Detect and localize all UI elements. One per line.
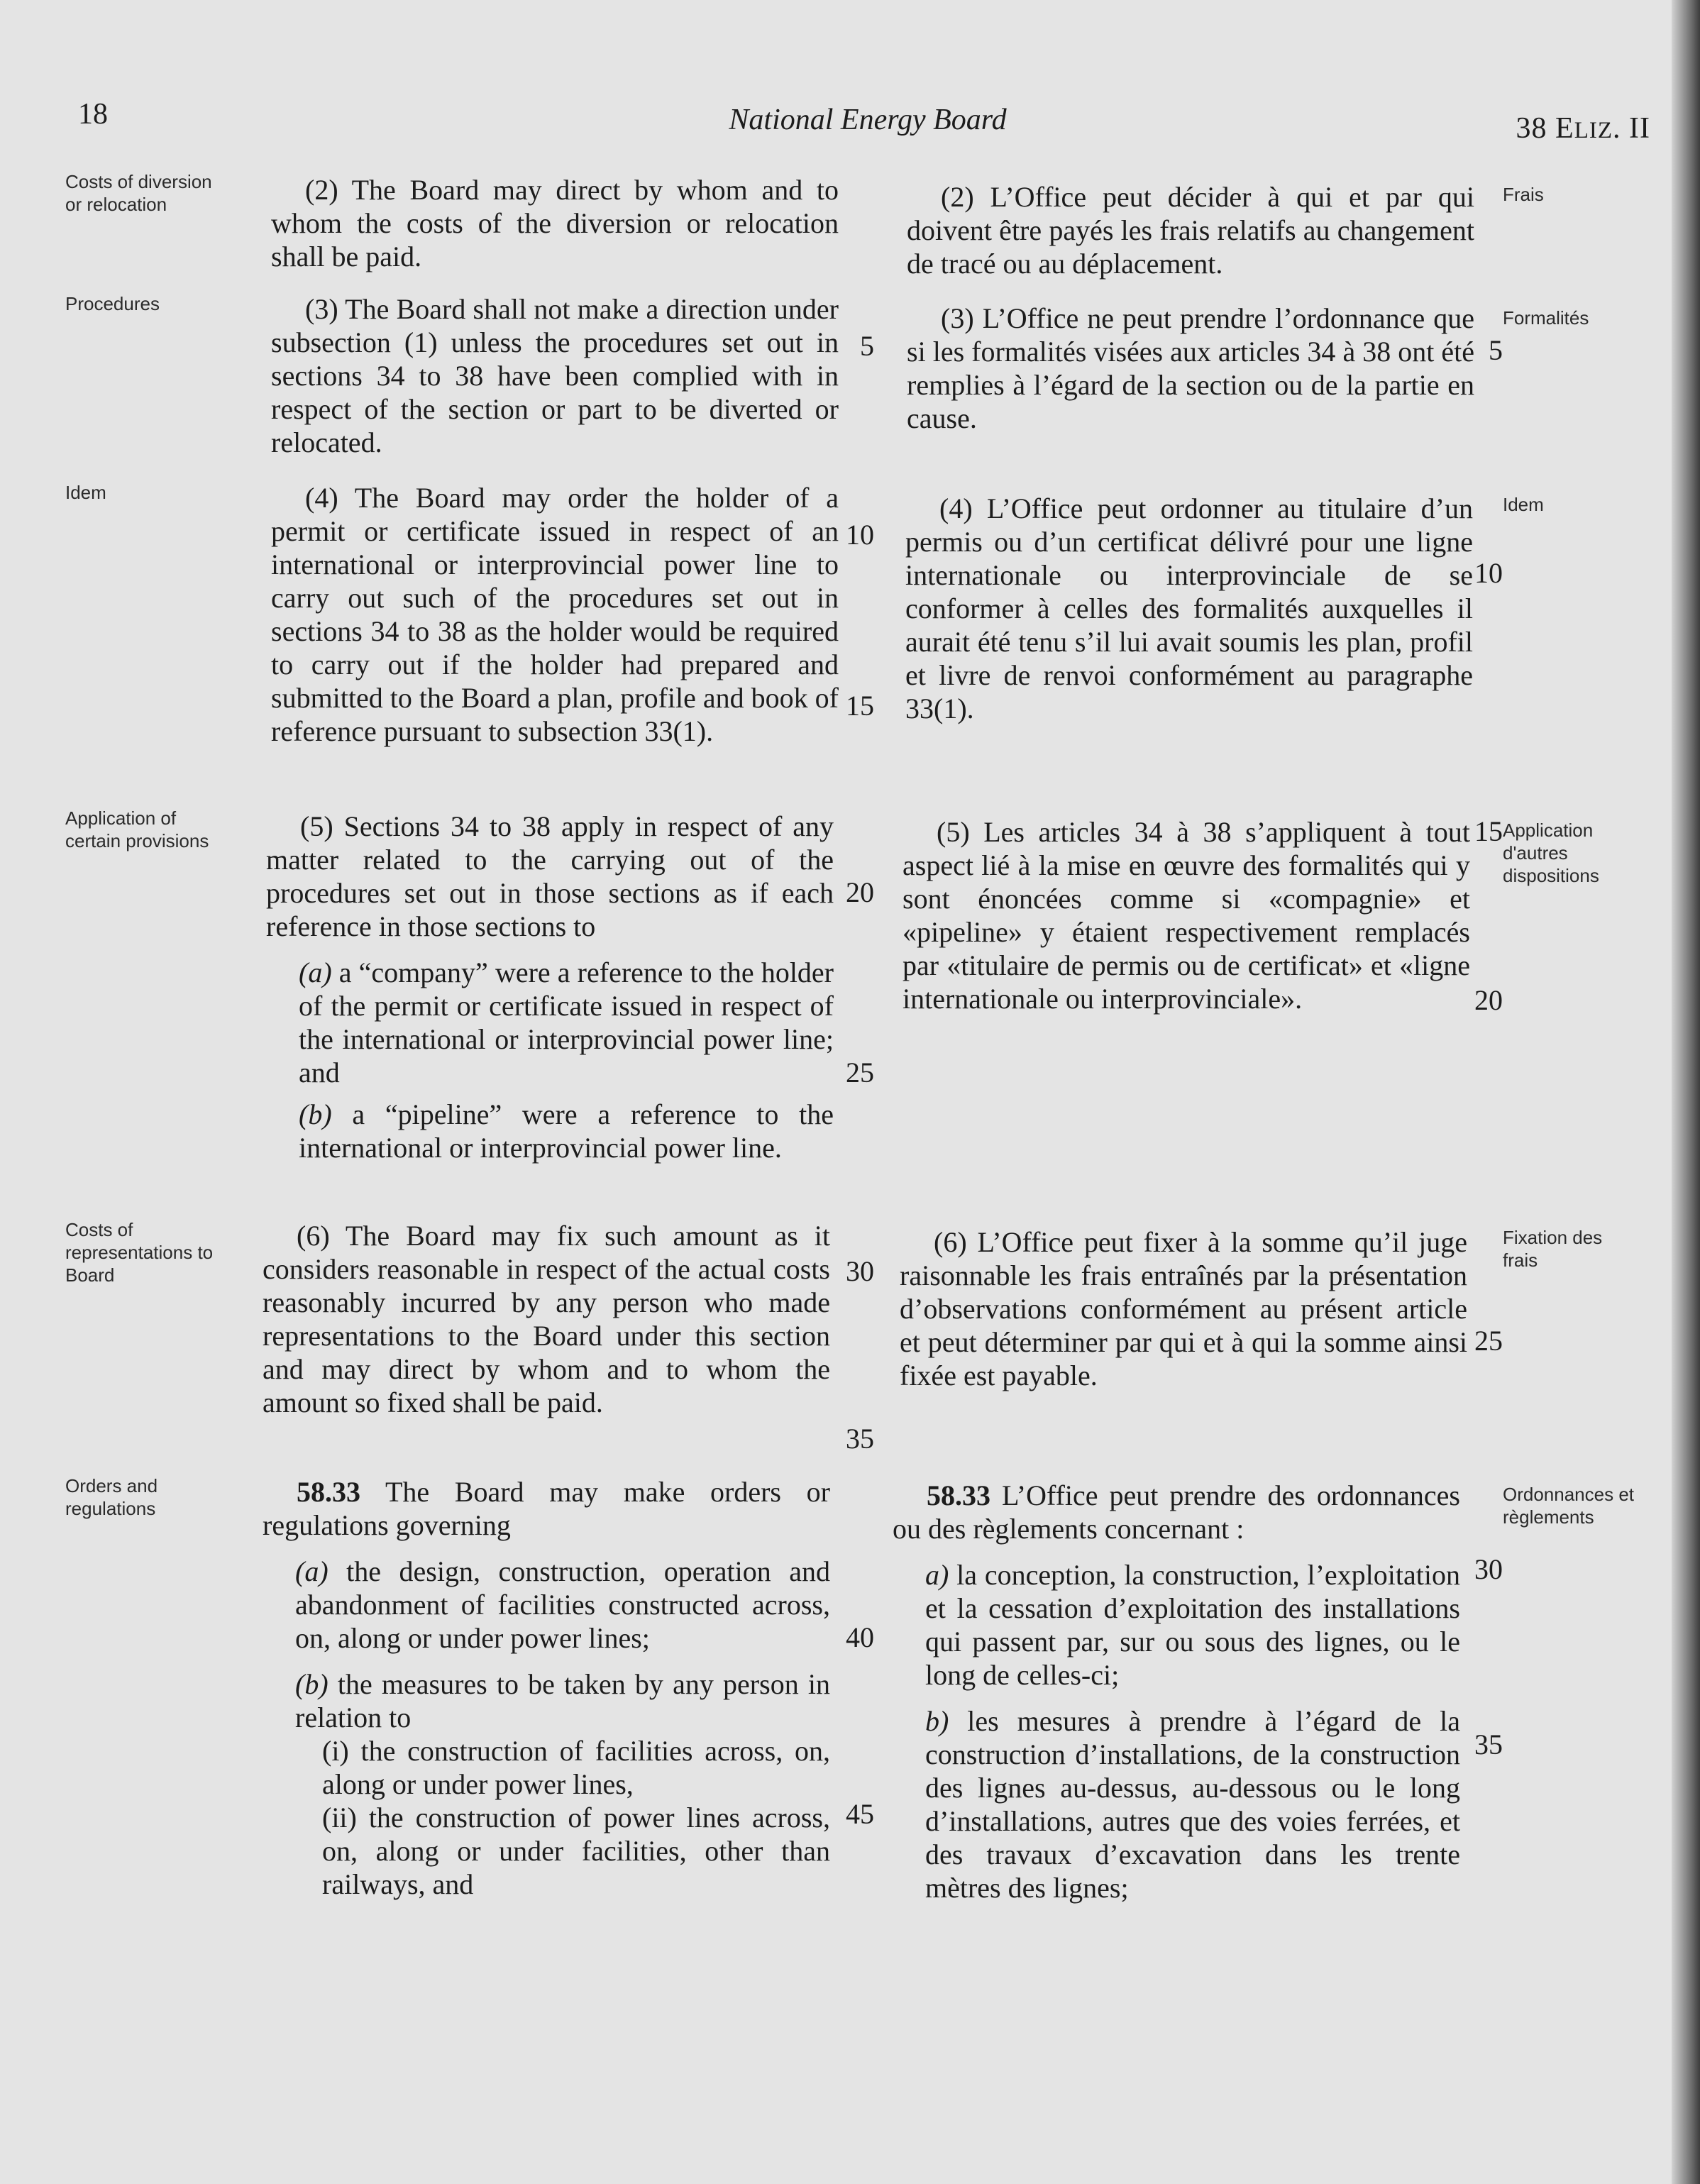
- fr-subsection-2: (2) L’Office peut décider à qui et par qui doivent être payés les frais relatifs au changement de tracé ou au déplacement.: [907, 181, 1474, 280]
- en-subparagraph-58-33-b-i: (i) the construction of facilities across, on, along or under power lines,: [322, 1735, 830, 1800]
- en-subsection-4: (4) The Board may order the holder of a permit or certificate issued in respect of an international or interprovincial power line to carry out such of the procedures set out in sections 34 to 38 as the holder would be required to carry out if the holder had prepared and submitted to the Board a plan, profile and book of reference pursuant to subsection 33(1).: [271, 482, 839, 747]
- en-block-6: [263, 1219, 830, 1419]
- margin-note-fr-formalites: Formalités: [1503, 307, 1589, 329]
- en-paragraph-58-33-b-label: (b): [295, 1668, 329, 1700]
- fr-section-number: 58.33: [927, 1479, 990, 1511]
- margin-note-fr-frais: Frais: [1503, 184, 1544, 205]
- en-line-number: 10: [846, 519, 874, 551]
- fr-subsection-6: (6) L’Office peut fixer à la somme qu’il juge raisonnable les frais entraînés par la présentation d’observations conformément au présent article et peut déterminer par qui et à qui la somme ainsi fixée est payable.: [900, 1226, 1467, 1391]
- fr-line-number: 25: [1474, 1325, 1503, 1357]
- en-line-number: 20: [846, 876, 874, 908]
- en-subsection-6: (6) The Board may fix such amount as it considers reasonable in respect of the actual costs reasonably incurred by any person who made representations to the Board under this section and may direct by whom and to whom the amount so fixed shall be paid.: [263, 1220, 830, 1418]
- en-paragraph-5b-label: (b): [299, 1098, 332, 1130]
- en-block-58-33: [263, 1475, 830, 1901]
- running-title: National Energy Board: [729, 104, 1007, 136]
- en-line-number: 15: [846, 690, 874, 722]
- margin-note-en-costs-diversion: Costs of diversion or relocation: [65, 171, 212, 215]
- en-section-58-33: [263, 1475, 830, 1542]
- en-line-number: 30: [846, 1255, 874, 1287]
- en-paragraph-5b: [266, 1098, 834, 1164]
- fr-line-number: 15: [1474, 815, 1503, 847]
- fr-line-number: 30: [1474, 1553, 1503, 1585]
- en-block-5: [266, 810, 834, 1164]
- fr-block-3: [907, 302, 1474, 435]
- en-paragraph-5a: [266, 956, 834, 1089]
- regnal-year-main: 38 E: [1516, 112, 1574, 145]
- fr-block-5: [903, 815, 1470, 1015]
- fr-subsection-3: (3) L’Office ne peut prendre l’ordonnance que si les formalités visées aux articles 34 à 38 ont été remplies à l’égard de la section ou de la partie en cause.: [907, 302, 1474, 434]
- en-paragraph-58-33-a-text: the design, construction, operation and abandonment of facilities constructed across, on, along or under power lines;: [295, 1555, 830, 1654]
- en-line-number: 35: [846, 1423, 874, 1455]
- french-column: [907, 180, 1474, 280]
- en-subparagraph-58-33-b-ii: (ii) the construction of power lines across, on, along or under facilities, other than railways, and: [322, 1802, 830, 1900]
- en-paragraph-5a-label: (a): [299, 956, 332, 988]
- regnal-year-smallcaps: LIZ: [1574, 118, 1613, 143]
- fr-line-number: 20: [1474, 984, 1503, 1016]
- en-subsection-5: (5) Sections 34 to 38 apply in respect of any matter related to the carrying out of the procedures set out in those sections as if each reference in those sections to: [266, 810, 834, 942]
- fr-line-number: 10: [1474, 557, 1503, 589]
- en-line-number: 5: [860, 330, 874, 362]
- fr-subsection-5: (5) Les articles 34 à 38 s’appliquent à tout aspect lié à la mise en œuvre des formalités qui y sont énoncées comme si «compagnie» et «pipeline» y étaient respectivement remplacés par «titulaire de permis ou de certificat» et «ligne internationale ou interprovinciale».: [903, 816, 1470, 1015]
- fr-block-4: [905, 492, 1473, 725]
- margin-note-fr-fixation: Fixation des frais: [1503, 1227, 1603, 1271]
- english-column: [271, 173, 839, 273]
- fr-subsection-4: (4) L’Office peut ordonner au titulaire d’un permis ou d’un certificat délivré pour une ligne internationale ou interprovinciale de se conformer à celles des formalités auxquelles il aurait été tenu s’il lui avait soumis les plan, profil et livre de renvoi conformément au paragraphe 33(1).: [905, 492, 1473, 724]
- en-subsection-2: (2) The Board may direct by whom and to whom the costs of the diversion or relocation shall be paid.: [271, 174, 839, 272]
- en-paragraph-58-33-b-text: the measures to be taken by any person in relation to: [295, 1668, 830, 1733]
- fr-line-number: 35: [1474, 1728, 1503, 1760]
- en-paragraph-5a-text: a “company” were a reference to the holder of the permit or certificate issued in respect of the international or interprovincial power line; and: [299, 956, 834, 1088]
- fr-paragraph-58-33-b: [893, 1704, 1460, 1904]
- regnal-year: [1516, 114, 1650, 143]
- margin-note-en-idem: Idem: [65, 482, 106, 503]
- regnal-year-end: . II: [1613, 112, 1650, 145]
- en-section-number: 58.33: [297, 1476, 360, 1508]
- margin-note-en-orders: Orders and regulations: [65, 1475, 158, 1519]
- en-block-4: [271, 481, 839, 748]
- fr-block-58-33: [893, 1479, 1460, 1904]
- en-paragraph-58-33-a-label: (a): [295, 1555, 329, 1587]
- fr-block-6: [900, 1225, 1467, 1392]
- margin-note-fr-ordonnances: Ordonnances et règlements: [1503, 1484, 1635, 1528]
- en-line-number: 40: [846, 1621, 874, 1653]
- fr-paragraph-58-33-a: [893, 1558, 1460, 1692]
- fr-paragraph-58-33-a-text: la conception, la construction, l’exploitation et la cessation d’exploitation des installations qui passent par, sur ou sous des lignes, ou le long de celles-ci;: [925, 1559, 1460, 1691]
- en-line-number: 45: [846, 1798, 874, 1830]
- fr-line-number: 5: [1489, 334, 1503, 366]
- fr-paragraph-58-33-b-text: les mesures à prendre à l’égard de la construction d’installations, de la construction des lignes au-dessus, au-dessous ou le long d’installations, autres que des voies ferrées, et des travaux d’excavation dans les trente mètres des lignes;: [925, 1705, 1460, 1904]
- margin-note-fr-idem: Idem: [1503, 494, 1544, 515]
- margin-note-en-procedures: Procedures: [65, 293, 160, 314]
- margin-note-en-costs-representations: Costs of representations to Board: [65, 1219, 214, 1286]
- margin-note-en-application: Application of certain provisions: [65, 807, 209, 851]
- en-paragraph-58-33-b: [263, 1667, 830, 1734]
- en-paragraph-58-33-a: [263, 1555, 830, 1655]
- en-line-number: 25: [846, 1057, 874, 1088]
- en-block-3: [271, 292, 839, 459]
- en-paragraph-5b-text: a “pipeline” were a reference to the international or interprovincial power line.: [299, 1098, 834, 1164]
- fr-paragraph-58-33-b-label: b): [925, 1705, 949, 1737]
- fr-section-58-33: [893, 1479, 1460, 1545]
- en-section-58-33-text: The Board may make orders or regulations governing: [263, 1476, 830, 1541]
- fr-paragraph-58-33-a-label: a): [925, 1559, 949, 1591]
- en-subsection-3: (3) The Board shall not make a direction under subsection (1) unless the procedures set out in sections 34 to 38 have been complied with in respect of the section or part to be diverted or relocated.: [271, 293, 839, 458]
- page-number: 18: [78, 98, 108, 131]
- fr-section-58-33-text: L’Office peut prendre des ordonnances ou des règlements concernant :: [893, 1479, 1460, 1545]
- margin-note-fr-application: Application d'autres dispositions: [1503, 820, 1599, 886]
